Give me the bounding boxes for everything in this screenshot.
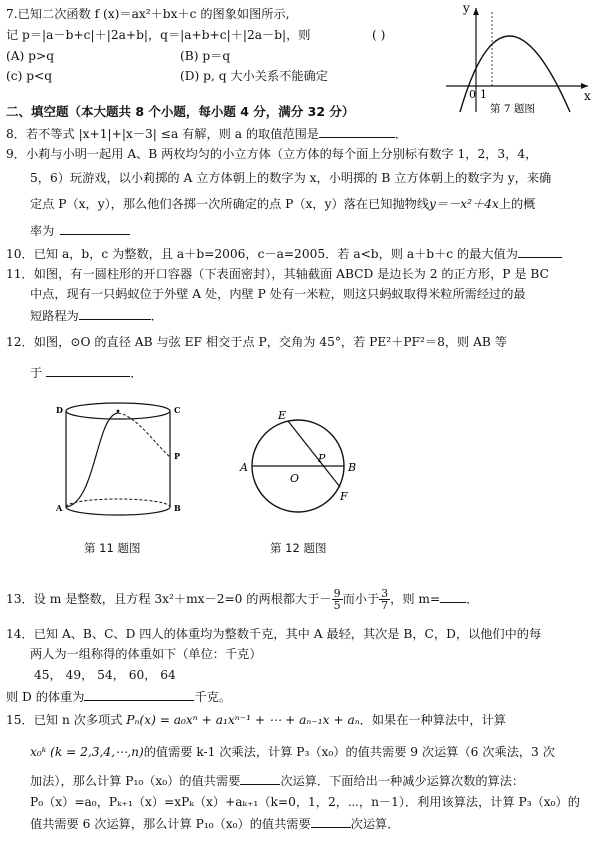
q9-line4: [30, 222, 130, 239]
q15-line5-b: 次运算．: [350, 817, 400, 831]
q12-fig-label-e: E: [278, 409, 287, 422]
q13-post: ，则 m=: [390, 592, 441, 606]
q7-fig-y-label: y: [463, 1, 470, 15]
q10-text: [6, 245, 562, 262]
q11-line2: 中点，现有一只蚂蚁位于外壁 A 处，内壁 P 处有一米粒，则这只蚂蚁取得米粒所需经过的最: [30, 287, 526, 301]
q11-line3-text: 短路程为: [30, 309, 79, 323]
q12-circle-figure: [236, 400, 366, 525]
q9-line3-a: 定点 P（x，y），那么他们各掷一次所确定的点 P（x，y）落在已知抛物线: [30, 197, 430, 211]
q9-line3: [30, 196, 535, 212]
q7-fig-caption: 第 7 题图: [490, 103, 535, 115]
q10-stem: 10．已知 a，b，c 为整数，且 a＋b=2006，c－a=2005．若 a<b，则 a＋b＋c 的最大值为: [6, 247, 518, 261]
q11-fig-label-d: D: [56, 405, 63, 415]
q14-line4-b: 千克。: [194, 690, 232, 704]
q7-answer-paren: ( ): [372, 28, 386, 42]
q13-text: [6, 584, 478, 614]
q9-answer-blank: [60, 222, 130, 235]
q9-line1: 9．小莉与小明一起用 A、B 两枚均匀的小立方体（立方体的每个面上分别标有数字 1，2，3，4，: [6, 147, 538, 161]
q7-fig-origin-label: 0: [469, 88, 476, 101]
q7-fig-one-label: 1: [480, 88, 487, 101]
q15-answer-blank-2: [311, 815, 351, 828]
q15-line3: [30, 772, 524, 789]
q11-line1: 11．如图，有一圆柱形的开口容器（下表面密封），其轴截面 ABCD 是边长为 2 的正方形，P 是 BC: [6, 267, 549, 281]
q11-cylinder-figure: [56, 395, 186, 530]
q14-line4: [6, 688, 231, 705]
q14-weights: 45， 49， 54， 60， 64: [34, 668, 176, 682]
q15-power-notation: x₀ᵏ (k = 2,3,4,⋯,n): [30, 745, 144, 759]
q14-line1: 14．已知 A、B、C、D 四人的体重均为整数千克，其中 A 最轻，其次是 B，C，D，以他们中的每: [6, 627, 542, 641]
q15-line3-b: 次运算．下面给出一种减少运算次数的算法：: [280, 774, 525, 788]
q14-line4-a: 则 D 的体重为: [6, 690, 85, 704]
q15-line1-c: ．如果在一种算法中，计算: [359, 713, 506, 727]
q13-pre: 13．设 m 是整数，且方程 3x²＋mx－2=0 的两根都大于－: [6, 592, 332, 606]
q11-fig-caption: 第 11 题图: [84, 541, 141, 555]
q15-line2-b: 的值需要 k-1 次乘法，计算 P₃（x₀）的值共需要 9 次运算（6 次乘法，3 次: [143, 745, 555, 759]
q12-fig-label-a: A: [240, 461, 248, 474]
q7-option-a: (A) p>q: [6, 49, 55, 63]
q14-line2: 两人为一组称得的体重如下（单位：千克）: [30, 647, 262, 661]
q12-fig-caption: 第 12 题图: [270, 541, 327, 555]
q15-line1: [6, 712, 506, 728]
q13-mid: 而小于: [342, 592, 380, 606]
q13-fraction-neg-9-5: $\frac{9}{5}$: [333, 587, 341, 612]
q8-end: ．: [394, 127, 408, 141]
q11-fig-label-c: C: [174, 405, 181, 415]
q12-fig-label-b: B: [348, 461, 357, 474]
q11-line3: [30, 307, 163, 324]
q12-end: ．: [130, 366, 143, 380]
q15-answer-blank-1: [240, 772, 280, 785]
q7-option-c: (c) p<q: [6, 69, 53, 83]
q9-line3-c: 上的概: [498, 197, 536, 211]
q11-fig-label-p: P: [174, 451, 181, 461]
q14-answer-blank: [84, 688, 194, 701]
q12-fig-label-f: F: [340, 490, 348, 503]
q9-line4-text: 率为: [30, 224, 55, 238]
q15-line3-a: 加法），那么计算 P₁₀（x₀）的值共需要: [30, 774, 241, 788]
q15-line2: [30, 744, 555, 760]
q15-line4: P₀（x）=a₀，Pₖ₊₁（x）=xPₖ（x）+aₖ₊₁（k=0，1，2，⋯，n－1）．利用该算法，计算 P₃（x₀）的: [30, 795, 580, 809]
q8-stem: 8．若不等式 |x+1|+|x－3| ≤a 有解，则 a 的取值范围是: [6, 127, 319, 141]
q13-answer-blank: [440, 590, 466, 603]
q11-fig-label-a: A: [56, 503, 63, 513]
q9-line2: 5，6）玩游戏，以小莉掷的 A 立方体朝上的数字为 x，小明掷的 B 立方体朝上的数字为 y，来确: [30, 171, 552, 185]
q13-fraction-3-7: $\frac{3}{7}$: [381, 587, 389, 612]
q10-answer-blank: [518, 245, 562, 258]
q7-fig-x-label: x: [584, 89, 591, 103]
q7-line2: 记 p＝|a－b+c|＋|2a+b|，q＝|a+b+c|＋|2a－b|，则: [6, 28, 311, 42]
q15-line1-a: 15．已知 n 次多项式: [6, 713, 123, 727]
q11-end: ．: [150, 309, 163, 323]
q7-line1: 7.已知二次函数 f (x)＝ax²＋bx＋c 的图象如图所示,: [6, 7, 290, 21]
q12-line2-text: 于: [30, 366, 43, 380]
q7-option-d: (D) p, q 大小关系不能确定: [180, 69, 328, 83]
q12-fig-label-p: P: [318, 452, 326, 465]
q9-parabola-formula: y＝－x²＋4x: [429, 197, 499, 211]
q8-answer-blank: [319, 125, 395, 138]
section-2-title: 二、填空题（本大题共 8 个小题，每小题 4 分，满分 32 分）: [6, 104, 355, 119]
q13-end: ．: [466, 592, 479, 606]
q12-fig-label-o: O: [290, 472, 300, 485]
q15-polynomial: Pₙ(x) = a₀xⁿ + a₁xⁿ⁻¹ + ⋯ + aₙ₋₁x + aₙ: [126, 713, 360, 727]
q12-answer-blank: [46, 364, 130, 377]
q15-line5: [30, 815, 399, 832]
q12-line1: 12．如图，⊙O 的直径 AB 与弦 EF 相交于点 P，交角为 45°，若 PE²＋PF²＝8，则 AB 等: [6, 335, 507, 349]
q11-answer-blank: [79, 307, 151, 320]
q15-line5-a: 值共需要 6 次运算，那么计算 P₁₀（x₀）的值共需要: [30, 817, 311, 831]
q11-fig-label-b: B: [174, 503, 181, 513]
q7-parabola-figure: [438, 0, 598, 118]
q7-option-b: (B) p＝q: [180, 49, 231, 63]
q12-line2: [30, 364, 142, 381]
q8-text: [6, 125, 407, 142]
